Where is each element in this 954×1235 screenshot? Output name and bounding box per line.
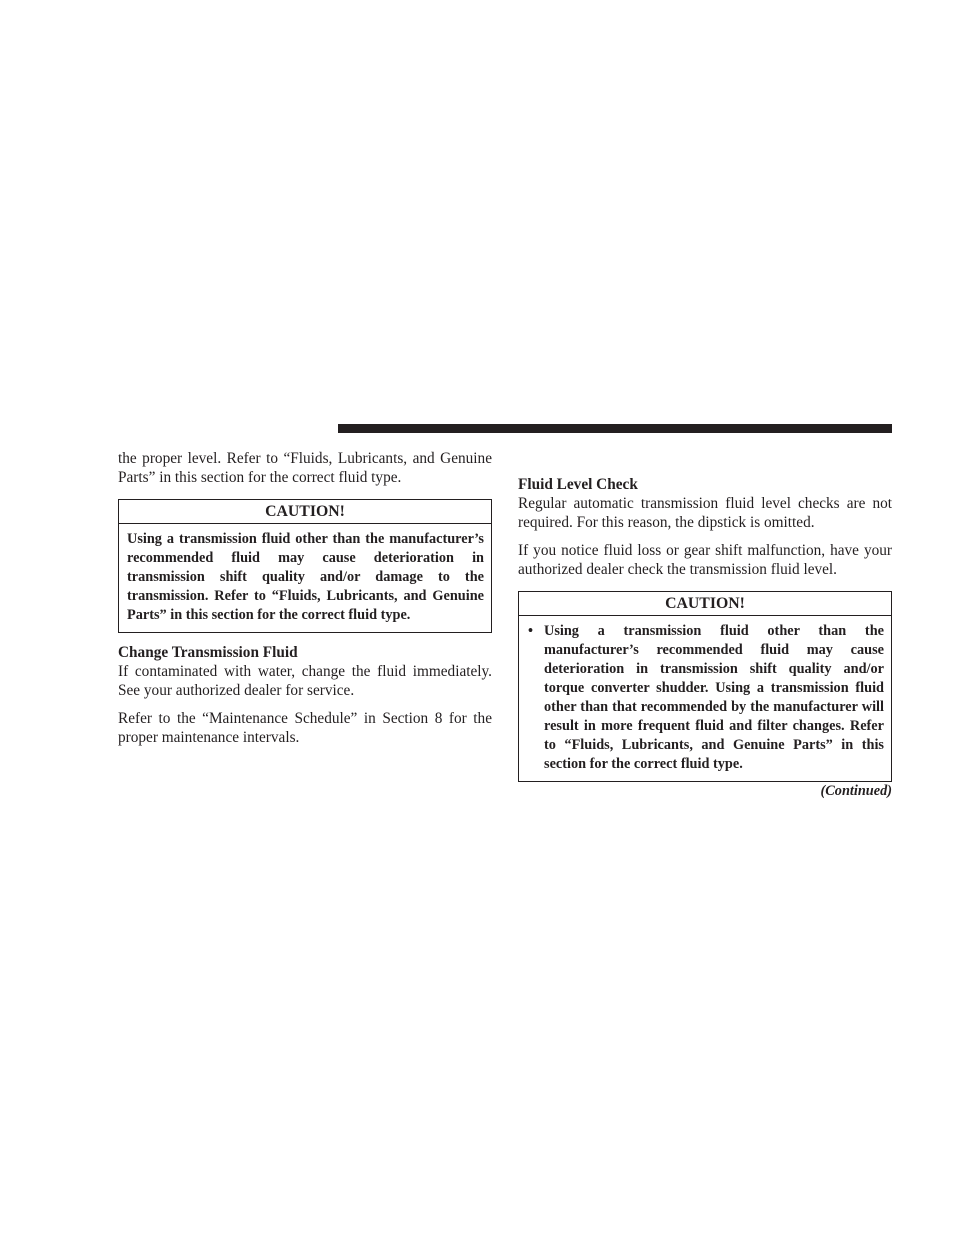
section-heading-fluid-level-check: Fluid Level Check — [518, 476, 638, 493]
fluid-level-paragraph-1: Regular automatic transmission fluid level checks are not required. For this reason, the dipstick is omitted. — [518, 495, 892, 531]
caution-title: CAUTION! — [519, 592, 891, 616]
caution-bullet-list — [527, 622, 884, 774]
bullet-icon: • — [528, 623, 534, 639]
intro-paragraph: the proper level. Refer to “Fluids, Lubricants, and Genuine Parts” in this section for the correct fluid type. — [118, 450, 492, 486]
fluid-level-check-section — [518, 475, 892, 579]
change-fluid-paragraph-2: Refer to the “Maintenance Schedule” in Section 8 for the proper maintenance intervals. — [118, 710, 492, 746]
left-column — [118, 449, 492, 747]
header-rule — [338, 424, 892, 433]
caution-text: Using a transmission fluid other than the manufacturer’s recommended fluid may cause deterioration in transmission shift quality and/or damage to the transmission. Refer to “Fluids, Lubricants, and Genuine Parts” in this section for the correct fluid type. — [127, 531, 484, 623]
caution-body — [519, 616, 891, 781]
caution-bullet-item — [527, 622, 884, 774]
fluid-level-paragraph-2: If you notice fluid loss or gear shift malfunction, have your authorized dealer check the transmission fluid level. — [518, 542, 892, 578]
section-heading-change-fluid: Change Transmission Fluid — [118, 644, 298, 661]
caution-box-transmission-fluid — [118, 499, 492, 633]
continued-label: (Continued) — [820, 783, 892, 799]
right-column — [518, 475, 892, 801]
change-fluid-section — [118, 643, 492, 747]
caution-title: CAUTION! — [119, 500, 491, 524]
caution-box-fluid-level — [518, 591, 892, 782]
change-fluid-paragraph-1: If contaminated with water, change the fluid immediately. See your authorized dealer for service. — [118, 663, 492, 699]
caution-bullet-text: Using a transmission fluid other than the manufacturer’s recommended fluid may cause deterioration in transmission shift quality and/or torque converter shudder. Using a transmission fluid other than that recommended by the manufacturer will result in more frequent fluid and filter changes. Refer to “Fluids, Lubricants, and Genuine Parts” in this section for the correct fluid type. — [544, 623, 884, 772]
